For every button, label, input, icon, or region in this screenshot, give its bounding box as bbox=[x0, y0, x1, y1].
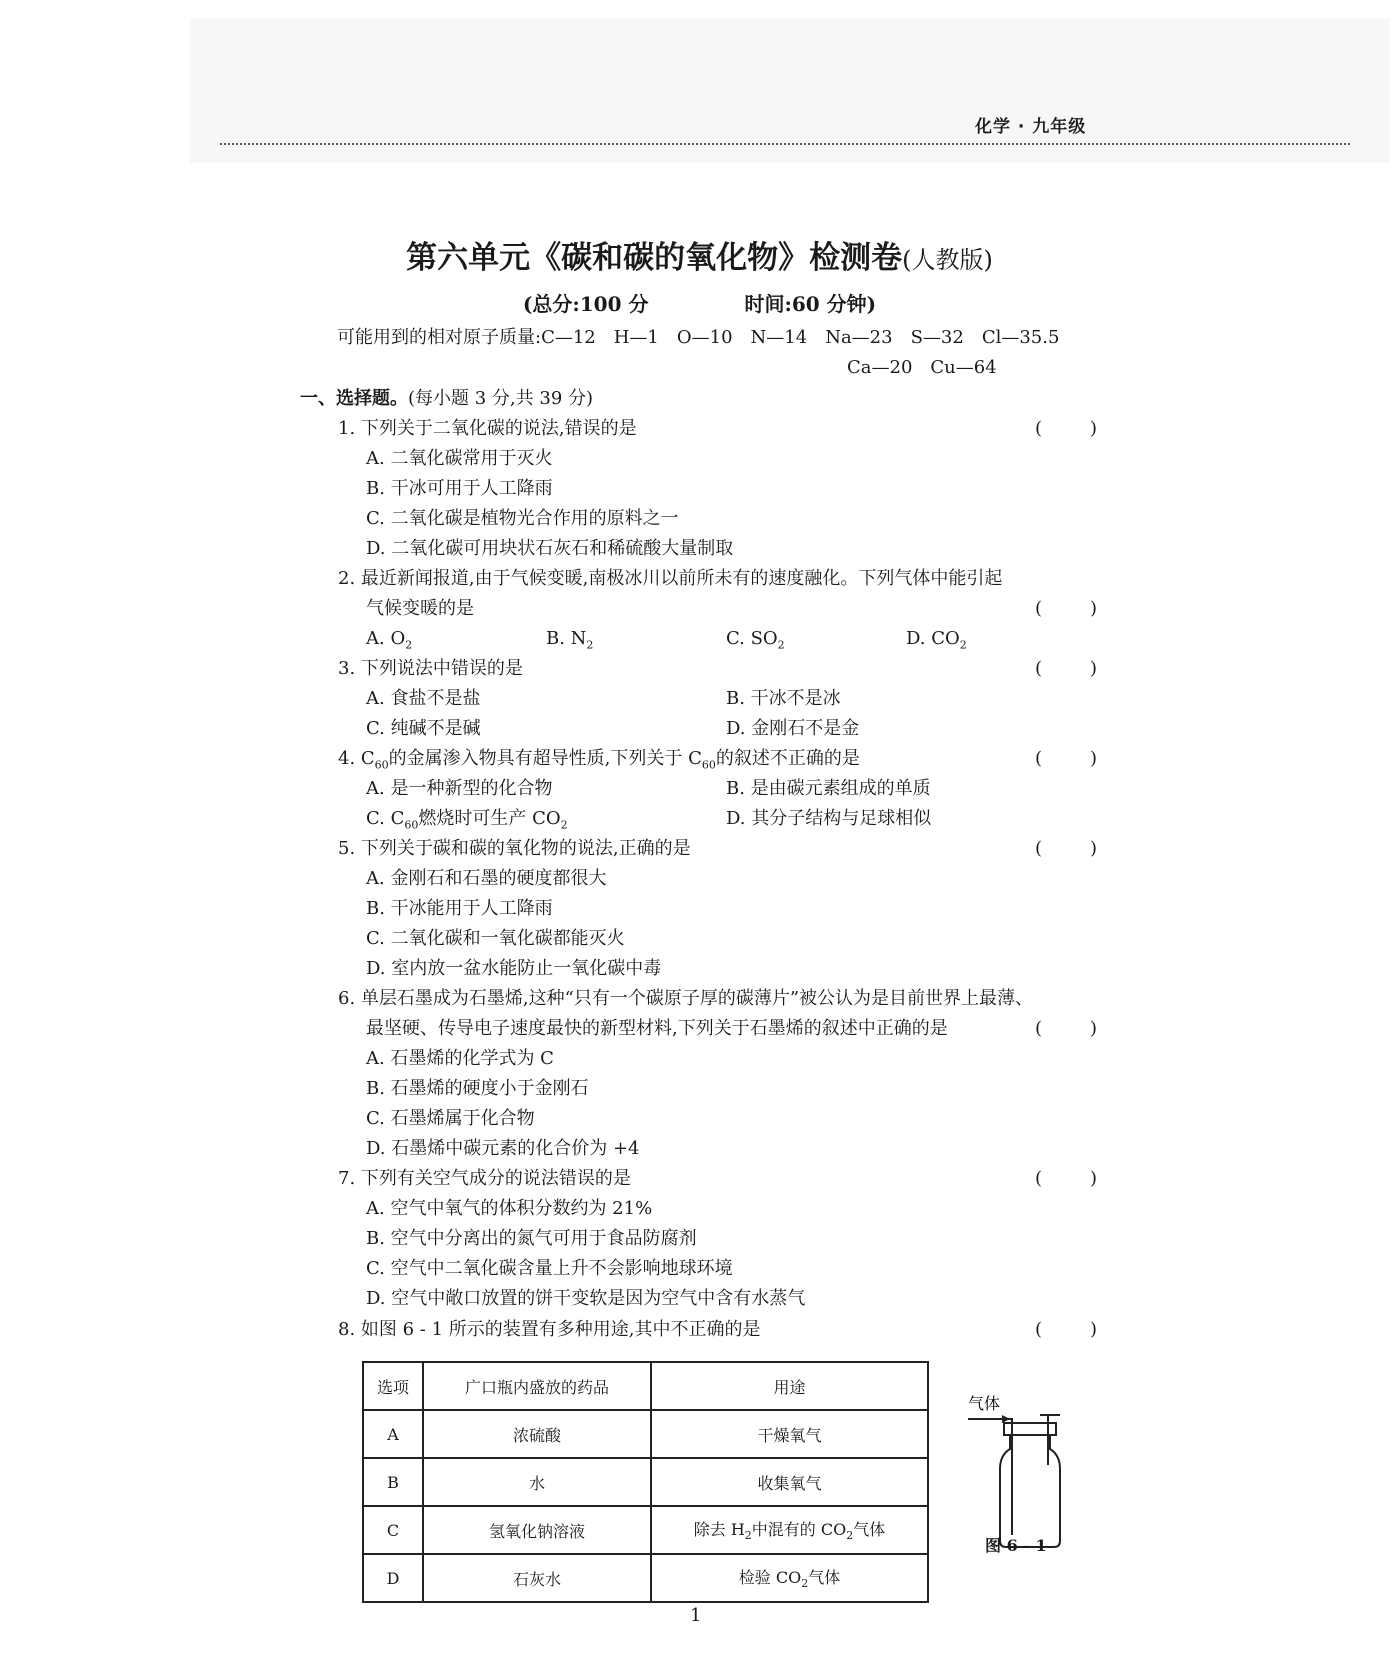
atomic-masses-line2: Ca—20 Cu—64 bbox=[847, 357, 997, 378]
q5-option-a: A. 金刚石和石墨的硬度都很大 bbox=[366, 868, 607, 889]
exam-info bbox=[0, 288, 1399, 317]
q8-table bbox=[362, 1361, 929, 1603]
paren-right: ) bbox=[1089, 1319, 1097, 1340]
title-main: 第六单元《碳和碳的氧化物》检测卷 bbox=[406, 240, 903, 276]
gas-bottle-figure bbox=[960, 1395, 1090, 1555]
q3-option-b: B. 干冰不是冰 bbox=[726, 688, 841, 709]
table-cell: 氢氧化钠溶液 bbox=[423, 1506, 651, 1554]
paren-left: ( bbox=[1035, 1168, 1043, 1189]
q5-answer-blank[interactable] bbox=[1035, 834, 1097, 864]
q4-option-b: B. 是由碳元素组成的单质 bbox=[726, 778, 931, 799]
q7-option-b: B. 空气中分离出的氮气可用于食品防腐剂 bbox=[366, 1228, 697, 1249]
header-divider bbox=[220, 143, 1350, 145]
table-cell: 除去 $H_2$中混有的 $CO_2$气体 bbox=[651, 1506, 928, 1554]
section-heading bbox=[300, 384, 593, 414]
table-header: 广口瓶内盛放的药品 bbox=[423, 1362, 651, 1410]
q3-stem: 3. 下列说法中错误的是 bbox=[338, 658, 523, 679]
header-subject: 化学 · 九年级 bbox=[975, 117, 1087, 137]
section-title: 一、选择题。 bbox=[300, 388, 408, 409]
q1-option-b: B. 干冰可用于人工降雨 bbox=[366, 478, 553, 499]
paren-right: ) bbox=[1089, 598, 1097, 619]
table-cell: C bbox=[363, 1506, 423, 1554]
table-row bbox=[363, 1506, 928, 1554]
q1-stem: 1. 下列关于二氧化碳的说法,错误的是 bbox=[338, 418, 637, 439]
atomic-masses-line1: 可能用到的相对原子质量:C—12 H—1 O—10 N—14 Na—23 S—32 Cl—35.5 bbox=[337, 327, 1060, 348]
paren-left: ( bbox=[1035, 748, 1043, 769]
q3-answer-blank[interactable] bbox=[1035, 654, 1097, 684]
table-cell: 检验 $CO_2$气体 bbox=[651, 1554, 928, 1602]
page-number: 1 bbox=[690, 1605, 702, 1626]
q6-stem-line2: 最坚硬、传导电子速度最快的新型材料,下列关于石墨烯的叙述中正确的是 bbox=[366, 1018, 948, 1039]
q2-option-b: B. $N_2$ bbox=[546, 628, 594, 652]
q4-stem: 4. $C_{60}$的金属渗入物具有超导性质,下列关于 $C_{60}$的叙述不正确的是 bbox=[338, 748, 860, 772]
table-header: 选项 bbox=[363, 1362, 423, 1410]
table-cell: D bbox=[363, 1554, 423, 1602]
paren-right: ) bbox=[1089, 1168, 1097, 1189]
q3-option-a: A. 食盐不是盐 bbox=[366, 688, 481, 709]
q6-option-b: B. 石墨烯的硬度小于金刚石 bbox=[366, 1078, 589, 1099]
q7-option-c: C. 空气中二氧化碳含量上升不会影响地球环境 bbox=[366, 1258, 733, 1279]
q6-stem-line1: 6. 单层石墨成为石墨烯,这种“只有一个碳原子厚的碳薄片”被公认为是目前世界上最薄、 bbox=[338, 988, 1034, 1009]
paren-left: ( bbox=[1035, 838, 1043, 859]
figure-caption: 图 6 - 1 bbox=[985, 1536, 1047, 1555]
q2-answer-blank[interactable] bbox=[1035, 594, 1097, 624]
paren-right: ) bbox=[1089, 1018, 1097, 1039]
paren-right: ) bbox=[1089, 418, 1097, 439]
paren-left: ( bbox=[1035, 598, 1043, 619]
q8-stem: 8. 如图 6 - 1 所示的装置有多种用途,其中不正确的是 bbox=[338, 1319, 761, 1340]
total-score: (总分:100 分 bbox=[522, 292, 649, 316]
q6-answer-blank[interactable] bbox=[1035, 1014, 1097, 1044]
bottle-body bbox=[1000, 1435, 1060, 1547]
q7-answer-blank[interactable] bbox=[1035, 1164, 1097, 1194]
paren-right: ) bbox=[1089, 658, 1097, 679]
q3-option-c: C. 纯碱不是碱 bbox=[366, 718, 481, 739]
q7-option-a: A. 空气中氧气的体积分数约为 21% bbox=[366, 1198, 653, 1219]
section-note: (每小题 3 分,共 39 分) bbox=[408, 388, 594, 409]
q1-answer-blank[interactable] bbox=[1035, 414, 1097, 444]
table-row bbox=[363, 1410, 928, 1458]
table-cell: 水 bbox=[423, 1458, 651, 1506]
q1-option-c: C. 二氧化碳是植物光合作用的原料之一 bbox=[366, 508, 679, 529]
q2-option-d: D. $CO_2$ bbox=[906, 628, 967, 652]
q6-option-a: A. 石墨烯的化学式为 C bbox=[366, 1048, 554, 1069]
paren-left: ( bbox=[1035, 1319, 1043, 1340]
q1-option-d: D. 二氧化碳可用块状石灰石和稀硫酸大量制取 bbox=[366, 538, 734, 559]
q6-option-d: D. 石墨烯中碳元素的化合价为 +4 bbox=[366, 1138, 640, 1159]
table-header: 用途 bbox=[651, 1362, 928, 1410]
q5-option-d: D. 室内放一盆水能防止一氧化碳中毒 bbox=[366, 958, 662, 979]
q4-option-c: C. $C_{60}$燃烧时可生产 $CO_2$ bbox=[366, 808, 568, 832]
table-row bbox=[363, 1458, 928, 1506]
table-cell: 石灰水 bbox=[423, 1554, 651, 1602]
paren-right: ) bbox=[1089, 748, 1097, 769]
q6-option-c: C. 石墨烯属于化合物 bbox=[366, 1108, 535, 1129]
q8-answer-blank[interactable] bbox=[1035, 1315, 1097, 1345]
paren-left: ( bbox=[1035, 1018, 1043, 1039]
gas-label: 气体 bbox=[968, 1395, 1001, 1413]
q2-option-a: A. $O_2$ bbox=[366, 628, 413, 652]
paren-left: ( bbox=[1035, 658, 1043, 679]
exam-time: 时间:60 分钟) bbox=[744, 292, 877, 316]
title-edition: (人教版) bbox=[902, 246, 993, 274]
q2-option-c: C. $SO_2$ bbox=[726, 628, 785, 652]
header-band bbox=[190, 18, 1390, 163]
q4-option-a: A. 是一种新型的化合物 bbox=[366, 778, 553, 799]
table-cell: B bbox=[363, 1458, 423, 1506]
q7-stem: 7. 下列有关空气成分的说法错误的是 bbox=[338, 1168, 631, 1189]
q5-stem: 5. 下列关于碳和碳的氧化物的说法,正确的是 bbox=[338, 838, 691, 859]
paren-right: ) bbox=[1089, 838, 1097, 859]
table-row bbox=[363, 1554, 928, 1602]
table-header-row bbox=[363, 1362, 928, 1410]
q2-stem-line1: 2. 最近新闻报道,由于气候变暖,南极冰川以前所未有的速度融化。下列气体中能引起 bbox=[338, 568, 1003, 589]
q5-option-b: B. 干冰能用于人工降雨 bbox=[366, 898, 553, 919]
table-cell: 浓硫酸 bbox=[423, 1410, 651, 1458]
table-cell: A bbox=[363, 1410, 423, 1458]
paren-left: ( bbox=[1035, 418, 1043, 439]
q3-option-d: D. 金刚石不是金 bbox=[726, 718, 860, 739]
page-title bbox=[0, 232, 1399, 277]
q4-option-d: D. 其分子结构与足球相似 bbox=[726, 808, 932, 829]
q7-option-d: D. 空气中敞口放置的饼干变软是因为空气中含有水蒸气 bbox=[366, 1288, 806, 1309]
q4-answer-blank[interactable] bbox=[1035, 744, 1097, 774]
q1-option-a: A. 二氧化碳常用于灭火 bbox=[366, 448, 553, 469]
table-cell: 干燥氧气 bbox=[651, 1410, 928, 1458]
q2-stem-line2: 气候变暖的是 bbox=[366, 598, 474, 619]
table-cell: 收集氧气 bbox=[651, 1458, 928, 1506]
q5-option-c: C. 二氧化碳和一氧化碳都能灭火 bbox=[366, 928, 625, 949]
